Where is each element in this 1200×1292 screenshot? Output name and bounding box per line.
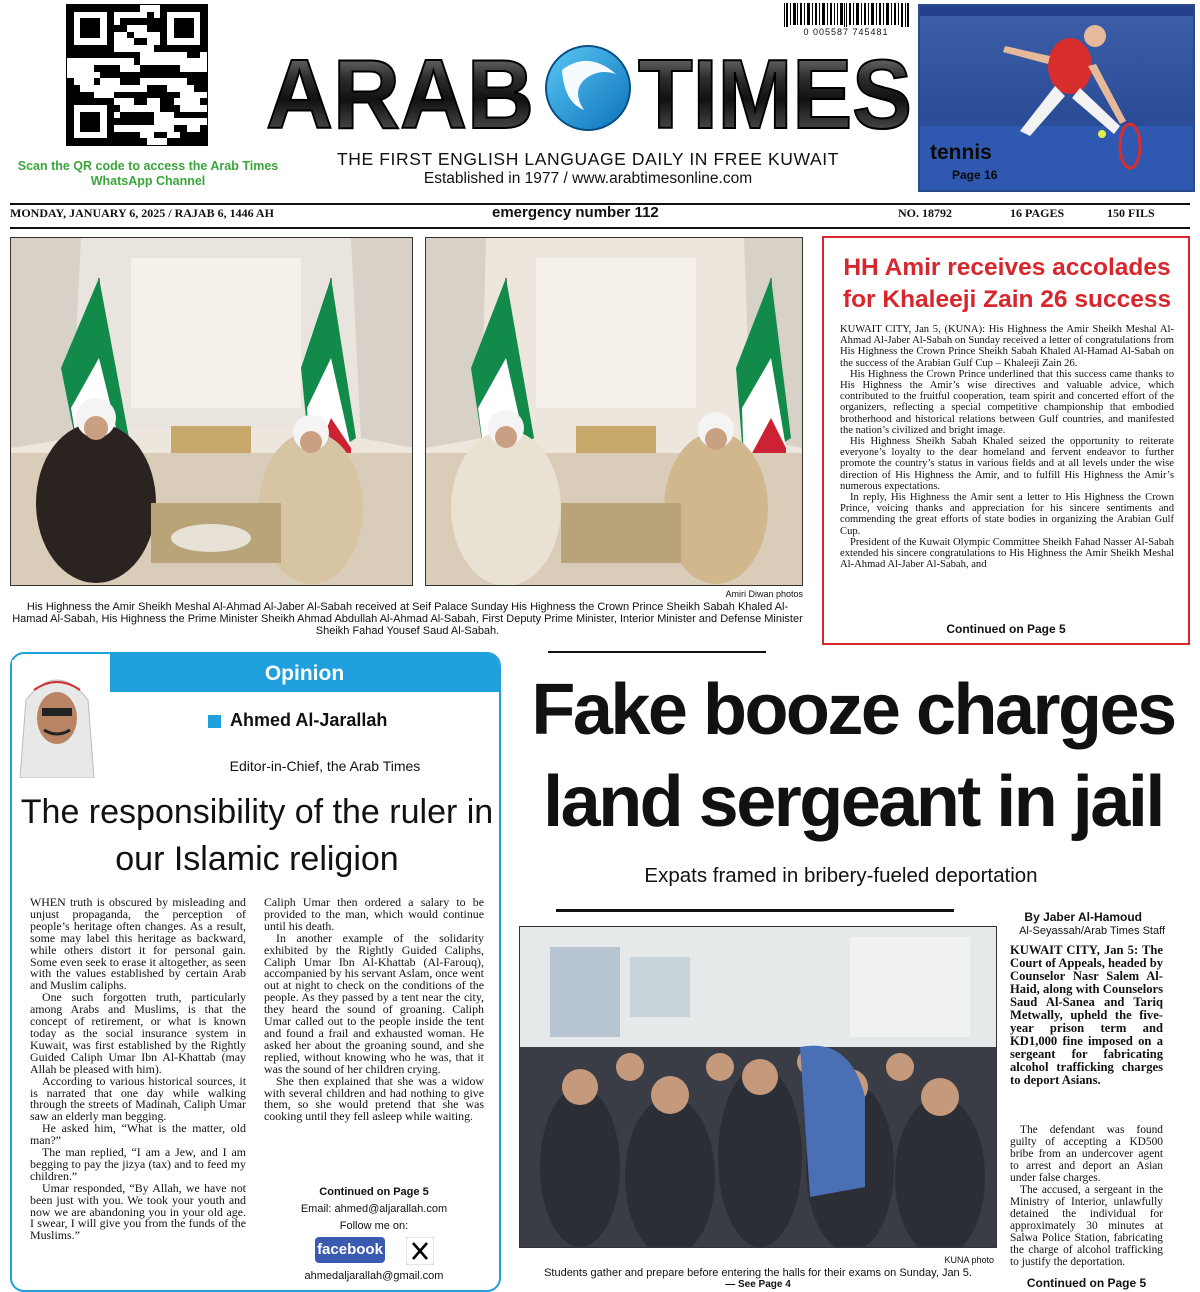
section-rule [548, 651, 766, 653]
main-continued-link[interactable]: Continued on Page 5 [1026, 1276, 1147, 1290]
main-photo-see-link[interactable]: — See Page 4 [725, 1279, 791, 1290]
main-paragraph: The accused, a sergeant in the Ministry of Interior, unlawfully detained the individual for approximately 30 minutes at Salwa Police Station, fabricating the charge of alcohol trafficking to justify the deportation. [1010, 1184, 1163, 1268]
opinion-continued-link[interactable]: Continued on Page 5 [319, 1186, 429, 1198]
tennis-label[interactable]: tennis [930, 141, 992, 164]
amir-story-body [840, 324, 1174, 570]
svg-text:TIMES: TIMES [638, 40, 912, 140]
main-headline[interactable] [512, 664, 1194, 848]
opinion-author: Ahmed Al-Jarallah [230, 710, 388, 730]
masthead-tagline: THE FIRST ENGLISH LANGUAGE DAILY IN FREE KUWAIT [336, 149, 840, 169]
opinion-paragraph: According to various historical sources, it is narrated that one day while walking through the streets of Madinah, Caliph Umar saw an elderly man begging. [30, 1073, 246, 1124]
author-bullet [208, 715, 221, 728]
qr-caption: Scan the QR code to access the Arab Times WhatsApp Channel [17, 159, 279, 188]
opinion-paragraph: He asked him, “What is the matter, old man?” [30, 1121, 246, 1148]
main-byline: By Jaber Al-Hamoud [1024, 910, 1142, 924]
barcode-number: 0 005587 745481 [803, 27, 889, 37]
facebook-button[interactable]: facebook [315, 1237, 385, 1263]
author-gmail-link[interactable]: ahmedaljarallah@gmail.com [304, 1270, 444, 1282]
subhead-rule [556, 909, 954, 912]
photo-caption: His Highness the Amir Sheikh Meshal Al-Ahmad Al-Jaber Al-Sabah received at Seif Palace Sunday His Highness the Crown Prince Sheikh Sabah Khaled Al-Hamad Al-Sabah, His Highness the Prime Minister Sheikh Ahmad Abdullah Al-Ahmad Al-Sabah, First Deputy Prime Minister, Interior Minister and Defense Minister Sheikh Fahad Yousef Saud Al-Sabah. [12, 601, 803, 637]
amir-paragraph: President of the Kuwait Olympic Committee Sheikh Fahad Nasser Al-Sabah extended his sincere congratulations to His Highness the Amir Sheikh Meshal Al-Ahmad Al-Jaber Al-Sabah, and [840, 536, 1174, 571]
opinion-paragraph: One such forgotten truth, particularly among Arabs and Muslims, is that the concept of retirement, or what is known today as the social insurance system in Kuwait, was first established by the Rightly Guided Caliph Umar Ibn Al-Khattab (may Allah be pleased with him). [30, 990, 246, 1076]
students-photo[interactable] [519, 926, 997, 1248]
x-social-icon[interactable] [406, 1237, 434, 1265]
opinion-author-role: Editor-in-Chief, the Arab Times [229, 758, 421, 774]
main-photo-caption [519, 1267, 997, 1291]
opinion-label: Opinion [264, 662, 345, 685]
svg-text:ARAB: ARAB [266, 40, 534, 140]
main-photo-credit: KUNA photo [944, 1255, 994, 1265]
follow-label: Follow me on: [339, 1220, 409, 1232]
main-headline-line-2: land sergeant in jail [543, 762, 1163, 842]
photo-credit: Amiri Diwan photos [725, 589, 803, 599]
tennis-page-ref[interactable]: Page 16 [952, 168, 998, 182]
amir-meeting-photo-1[interactable] [10, 237, 413, 586]
amir-paragraph: In reply, His Highness the Amir sent a letter to His Highness the Crown Prince, voicing thanks and appreciation for his sincere sentiments and commending the great efforts of state bodies in organizing the Arabian Gulf Cup. [840, 492, 1174, 537]
amir-paragraph: KUWAIT CITY, Jan 5, (KUNA): His Highness the Amir Sheikh Meshal Al-Ahmad Al-Jaber Al-Sabah on Sunday received a letter of congratulations from His Highness the Crown Prince Sheikh Sabah Khaled Al-Hamad Al-Sabah on the success of the Arabian Gulf Cup – Khaleeji Zain 26. [840, 324, 1174, 369]
amir-meeting-photo-2[interactable] [425, 237, 803, 586]
opinion-column-2 [264, 897, 484, 1123]
issue-date: MONDAY, JANUARY 6, 2025 / RAJAB 6, 1446 AH [10, 206, 274, 220]
amir-story-headline[interactable]: HH Amir receives accolades for Khaleeji Zain 26 success [842, 254, 1172, 313]
x-social-label: X [420, 1264, 421, 1265]
main-byline-org: Al-Seyassah/Arab Times Staff [1019, 925, 1165, 937]
arab-times-logo[interactable] [266, 40, 914, 140]
issue-price: 150 FILS [1107, 206, 1155, 220]
amir-paragraph: His Highness Sheikh Sabah Khaled seized the opportunity to reiterate everyone’s loyalty to the dear homeland and fervent endeavor to further promote the country’s status in various fields and at all levels under the wise direction of His Highness the Amir, and to fulfill His Highness the Amir’s numerous expectations. [840, 436, 1174, 492]
opinion-column-1 [30, 897, 246, 1242]
opinion-paragraph: Caliph Umar then ordered a salary to be provided to the man, which would continue until his death. [264, 895, 484, 933]
main-body [1010, 1124, 1163, 1268]
opinion-paragraph: Umar responded, “By Allah, we have not been just with you. We took your youth and now we are abandoning you in your old age. I swear, I will give you from the funds of the Muslims.” [30, 1180, 246, 1243]
issue-number: NO. 18792 [898, 206, 952, 220]
page-count: 16 PAGES [1010, 206, 1065, 220]
author-portrait [12, 660, 102, 778]
amir-continued-link[interactable]: Continued on Page 5 [946, 622, 1066, 636]
opinion-paragraph: She then explained that she was a widow with several children and had nothing to give them, so she would pretend that she was cooking until they fell asleep while waiting. [264, 1073, 484, 1124]
main-photo-caption-text: Students gather and prepare before entering the halls for their exams on Sunday, Jan 5. [544, 1267, 972, 1279]
opinion-paragraph: WHEN truth is obscured by misleading and unjust propaganda, the perception of people’s heritage often changes. As a result, some may label this heritage as backward, while others distort it for personal gain. Some even seek to erase it altogether, as seen with the values established by certain Arab and Muslim caliphs. [30, 895, 246, 993]
opinion-paragraph: The man replied, “I am a Jew, and I am begging to pay the jizya (tax) and to feed my children.” [30, 1145, 246, 1183]
opinion-headline[interactable]: The responsibility of the ruler in our Islamic religion [20, 793, 494, 878]
amir-paragraph: His Highness the Crown Prince underlined that this success came thanks to His Highness the Amir’s wise directives and valuable advice, which contributed to the fruitful cooperation, team spirit and concerted effort of the organizers, reflecting a special competitive championship that embodied brotherhood and historical relations between Gulf countries, and manifested the nation’s civilized and bright image. [840, 368, 1174, 436]
main-lead-paragraph: KUWAIT CITY, Jan 5: The Court of Appeals, headed by Counselor Nasr Salem Al-Haid, along with Counselors Saud Al-Sanea and Tariq Metwally, upheld the five-year prison term and KD1,000 fine imposed on a sergeant for fabricating alcohol trafficking charges to deport Asians. [1010, 943, 1163, 1087]
main-subheadline: Expats framed in bribery-fueled deportation [644, 864, 1038, 887]
masthead-established[interactable]: Established in 1977 / www.arabtimesonline.com [423, 170, 753, 187]
opinion-paragraph: In another example of the solidarity exhibited by the Rightly Guided Caliphs, Caliph Umar Ibn Al-Khattab (Al-Farouq), accompanied by his servant Aslam, once went out at night to check on the conditions of the people. As they passed by a tent near the city, they heard the sound of groaning. Caliph Umar called out to the people inside the tent and found a frail and exhausted woman. He asked her about the groaning sound, and she replied, without knowing who he was, that it was the sound of her children crying. [264, 930, 484, 1076]
author-email-link[interactable]: Email: ahmed@aljarallah.com [300, 1203, 448, 1215]
qr-code[interactable] [66, 4, 208, 146]
main-headline-line-1: Fake booze charges [531, 670, 1175, 750]
main-paragraph: The defendant was found guilty of accepting a KD500 bribe from an undercover agent to arrest and deport an Asian under false charges. [1010, 1124, 1163, 1184]
emergency-number: emergency number 112 [492, 204, 659, 221]
